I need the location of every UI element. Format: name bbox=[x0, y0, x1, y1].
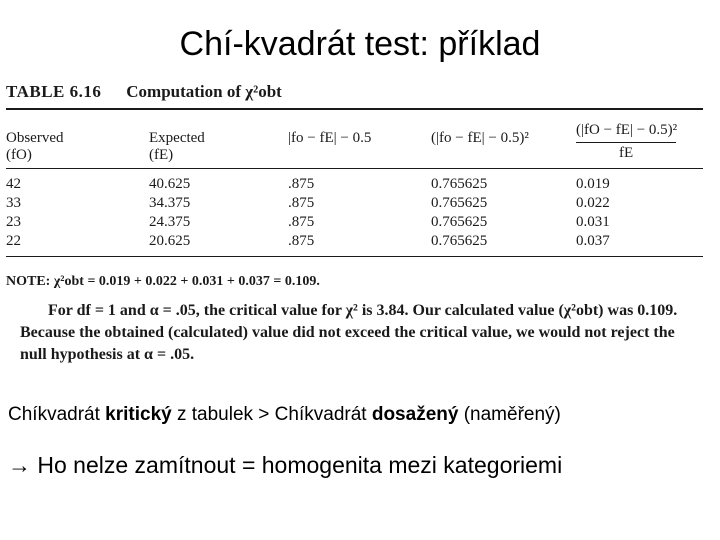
table-6-16-image bbox=[6, 78, 706, 378]
header-abs-diff: |fo − fE| − 0.5 bbox=[288, 130, 372, 146]
bottom-rule bbox=[6, 256, 703, 257]
cell-expected: 24.375 bbox=[149, 214, 191, 230]
cell-observed: 42 bbox=[6, 176, 21, 192]
cell-expected: 34.375 bbox=[149, 195, 191, 211]
cell-observed: 22 bbox=[6, 233, 21, 249]
header-ratio-fraction-bar bbox=[576, 142, 676, 143]
emphasis-obtained: dosažený bbox=[371, 404, 459, 425]
cell-abs-diff: .875 bbox=[288, 214, 315, 230]
cell-expected: 40.625 bbox=[149, 176, 191, 192]
cell-ratio: 0.019 bbox=[576, 176, 610, 192]
top-rule bbox=[6, 108, 703, 110]
header-expected: Expected (fE) bbox=[149, 130, 205, 163]
cell-squared: 0.765625 bbox=[431, 233, 488, 249]
cell-squared: 0.765625 bbox=[431, 214, 488, 230]
cell-abs-diff: .875 bbox=[288, 176, 315, 192]
cell-squared: 0.765625 bbox=[431, 195, 488, 211]
emphasis-critical: kritický bbox=[105, 404, 172, 425]
comparison-statement: Chíkvadrát kritický z tabulek > Chíkvadrát dosažený (naměřený) bbox=[8, 404, 561, 425]
cell-ratio: 0.031 bbox=[576, 214, 610, 230]
cell-ratio: 0.037 bbox=[576, 233, 610, 249]
cell-squared: 0.765625 bbox=[431, 176, 488, 192]
slide-title: Chí-kvadrát test: příklad bbox=[179, 25, 541, 63]
cell-ratio: 0.022 bbox=[576, 195, 610, 211]
cell-abs-diff: .875 bbox=[288, 195, 315, 211]
conclusion-statement: → Ho nelze zamítnout = homogenita mezi kategoriemi bbox=[8, 452, 563, 478]
table-note-explanation: For df = 1 and α = .05, the critical value for χ² is 3.84. Our calculated value (χ²obt) was 0.109. Because the obtained (calculated) value did not exceed the critical value, we would not reject the null hypothesis at α = .05. bbox=[20, 302, 678, 363]
cell-abs-diff: .875 bbox=[288, 233, 315, 249]
header-ratio-numerator: (|fO − fE| − 0.5)² bbox=[576, 122, 678, 138]
header-rule bbox=[6, 168, 703, 169]
table-number: TABLE 6.16 bbox=[6, 82, 102, 101]
table-title: Computation of χ²obt bbox=[126, 82, 282, 101]
cell-expected: 20.625 bbox=[149, 233, 191, 249]
header-ratio-denominator: fE bbox=[619, 145, 634, 161]
table-note-sum: NOTE: χ²obt = 0.019 + 0.022 + 0.031 + 0.037 = 0.109. bbox=[6, 274, 320, 289]
cell-observed: 23 bbox=[6, 214, 21, 230]
header-squared: (|fo − fE| − 0.5)² bbox=[431, 130, 529, 146]
cell-observed: 33 bbox=[6, 195, 21, 211]
table-caption bbox=[6, 78, 706, 106]
header-observed: Observed (fO) bbox=[6, 130, 64, 163]
